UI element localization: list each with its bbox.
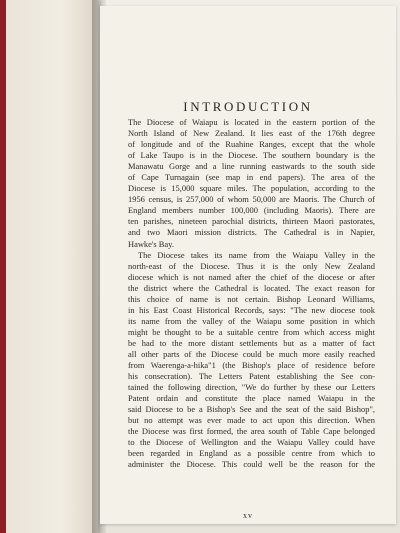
text-line: administer the Diocese. This could well be the reason for the xyxy=(128,459,375,470)
text-line: his consecration). The Letters Patent establishing the See con- xyxy=(128,371,375,382)
page-heading: INTRODUCTION xyxy=(183,98,313,114)
text-line: might be thought to be a suitable centre from which access might xyxy=(128,326,375,337)
text-line: but no attempt was ever made to act upon this direction. When xyxy=(128,415,375,426)
text-line: be had to the more distant settlements but as a matter of fact xyxy=(128,337,375,348)
text-line: of Cape Turnagain (see map in end papers). The area of the xyxy=(128,172,375,183)
text-line: 1956 census, is 257,000 of whom 50,000 are Maoris. The Church of xyxy=(128,194,375,205)
text-line: Manawatu Gorge and a line running eastwards to the south side xyxy=(128,161,375,172)
text-line: of Lake Taupo is in the Diocese. The southern boundary is the xyxy=(128,150,375,161)
text-line: and two Maori mission districts. The Cathedral is in Napier, xyxy=(128,227,375,238)
text-line: all other parts of the Diocese could be much more easily reached xyxy=(128,348,375,359)
text-line: its name from the valley of the Waiapu some position in which xyxy=(128,315,375,326)
page-number: xv xyxy=(243,511,253,520)
text-line: ten parishes, nineteen parochial districts, thirteen Maori pastorates, xyxy=(128,216,375,227)
text-line: England members number 100,000 (including Maoris). There are xyxy=(128,205,375,216)
text-line: the district where the Cathedral is located. The exact reason for xyxy=(128,282,375,293)
left-page-edge xyxy=(6,0,98,533)
body-text xyxy=(128,117,375,471)
text-line: in his East Coast Historical Records, says: "The new diocese took xyxy=(128,304,375,315)
text-line: been regarded in England as a possible centre from which to xyxy=(128,448,375,459)
text-line: Patent ordain and constitute the place named Waiapu in the xyxy=(128,393,375,404)
text-line: north-east of the Diocese. Thus it is the only New Zealand xyxy=(128,260,375,271)
text-line: said Diocese to be a Bishop's See and the seat of the said Bishop", xyxy=(128,404,375,415)
text-line: from Waerenga-a-hika"1 (the Bishop's place of residence before xyxy=(128,360,375,371)
text-line: The Diocese of Waiapu is located in the eastern portion of the xyxy=(128,117,375,127)
text-line: to the Diocese of Wellington and the Waiapu Valley could have xyxy=(128,437,375,448)
text-line: of longitude and of the Ruahine Ranges, except that the whole xyxy=(128,139,375,150)
text-line: the Diocese was first formed, the area south of Table Cape belonged xyxy=(128,426,375,437)
text-line: Diocese is 15,000 square miles. The population, according to the xyxy=(128,183,375,194)
text-line: The Diocese takes its name from the Waiapu Valley in the xyxy=(138,249,375,260)
text-line: North Island of New Zealand. It lies east of the 176th degree xyxy=(128,128,375,139)
text-line: tained the following direction, "We do further by these our Letters xyxy=(128,382,375,393)
text-line: this choice of name is not certain. Bishop Leonard Williams, xyxy=(128,293,375,304)
book-page xyxy=(100,6,396,524)
text-line: diocese which is not named after the chief of the diocese or after xyxy=(128,271,375,282)
text-line: Hawke's Bay. xyxy=(128,238,174,249)
